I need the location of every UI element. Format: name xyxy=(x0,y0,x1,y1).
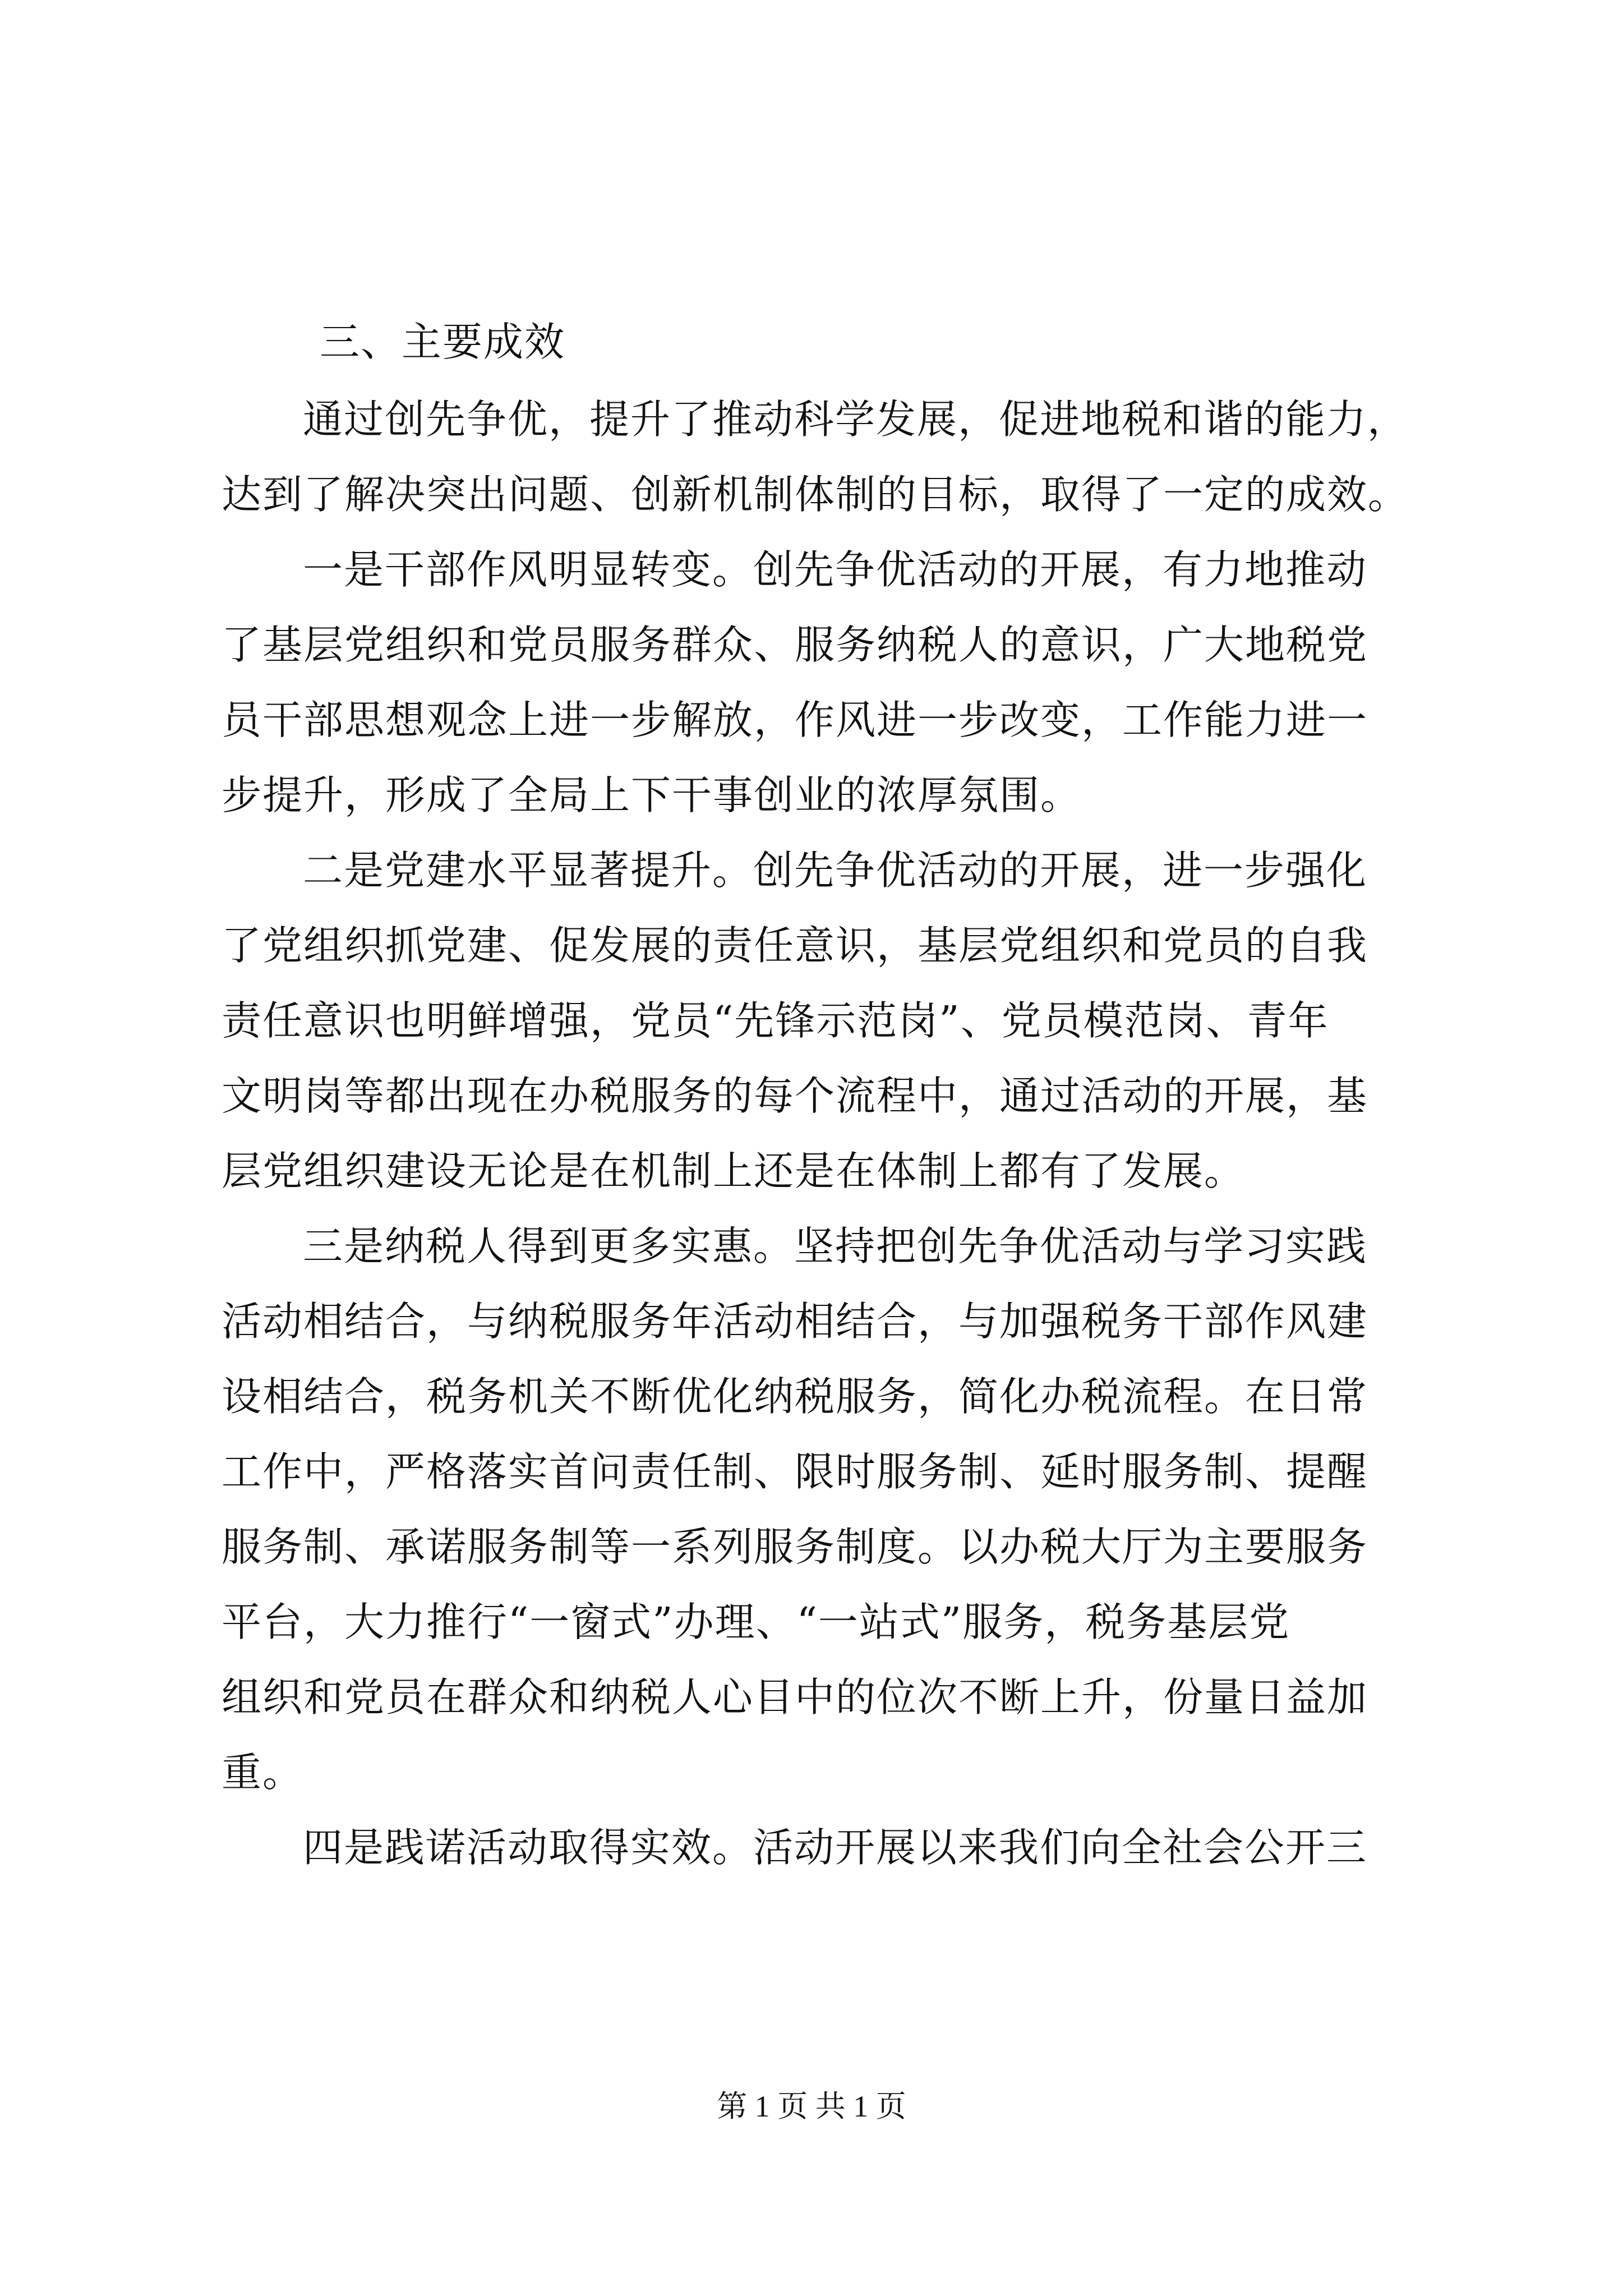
paragraph-line: 通过创先争优，提升了推动科学发展，促进地税和谐的能力， xyxy=(303,396,1409,443)
paragraph-line: 员干部思想观念上进一步解放，作风进一步改变，工作能力进一 xyxy=(222,697,1368,743)
paragraph-line: 责任意识也明鲜增强，党员“先锋示范岗”、党员模范岗、青年 xyxy=(222,997,1329,1044)
paragraph-line: 了基层党组织和党员服务群众、服务纳税人的意识，广大地税党 xyxy=(222,622,1368,668)
paragraph-line: 活动相结合，与纳税服务年活动相结合，与加强税务干部作风建 xyxy=(222,1298,1368,1345)
paragraph-line: 组织和党员在群众和纳税人心目中的位次不断上升，份量日益加 xyxy=(222,1674,1368,1720)
paragraph-line: 服务制、承诺服务制等一系列服务制度。以办税大厅为主要服务 xyxy=(222,1524,1368,1570)
paragraph-line: 了党组织抓党建、促发展的责任意识，基层党组织和党员的自我 xyxy=(222,922,1368,969)
paragraph-line: 设相结合，税务机关不断优化纳税服务，简化办税流程。在日常 xyxy=(222,1373,1368,1420)
paragraph-line: 层党组织建设无论是在机制上还是在体制上都有了发展。 xyxy=(222,1148,1246,1194)
paragraph-line: 重。 xyxy=(222,1749,304,1796)
paragraph-line: 二是党建水平显著提升。创先争优活动的开展，进一步强化 xyxy=(303,847,1368,894)
paragraph-line: 达到了解决突出问题、创新机制体制的目标，取得了一定的成效。 xyxy=(222,471,1409,518)
section-heading: 三、主要成效 xyxy=(320,319,566,365)
paragraph-line: 文明岗等都出现在办税服务的每个流程中，通过活动的开展，基 xyxy=(222,1073,1368,1119)
paragraph-line: 工作中，严格落实首问责任制、限时服务制、延时服务制、提醒 xyxy=(222,1448,1368,1495)
paragraph-line: 步提升，形成了全局上下干事创业的浓厚氛围。 xyxy=(222,772,1082,818)
page-footer: 第 1 页 共 1 页 xyxy=(717,2090,906,2123)
paragraph-line: 三是纳税人得到更多实惠。坚持把创先争优活动与学习实践 xyxy=(303,1223,1368,1269)
paragraph-line: 四是践诺活动取得实效。活动开展以来我们向全社会公开三 xyxy=(303,1824,1368,1871)
paragraph-line: 平台，大力推行“一窗式”办理、“一站式”服务，税务基层党 xyxy=(222,1599,1290,1645)
paragraph-line: 一是干部作风明显转变。创先争优活动的开展，有力地推动 xyxy=(303,546,1368,593)
